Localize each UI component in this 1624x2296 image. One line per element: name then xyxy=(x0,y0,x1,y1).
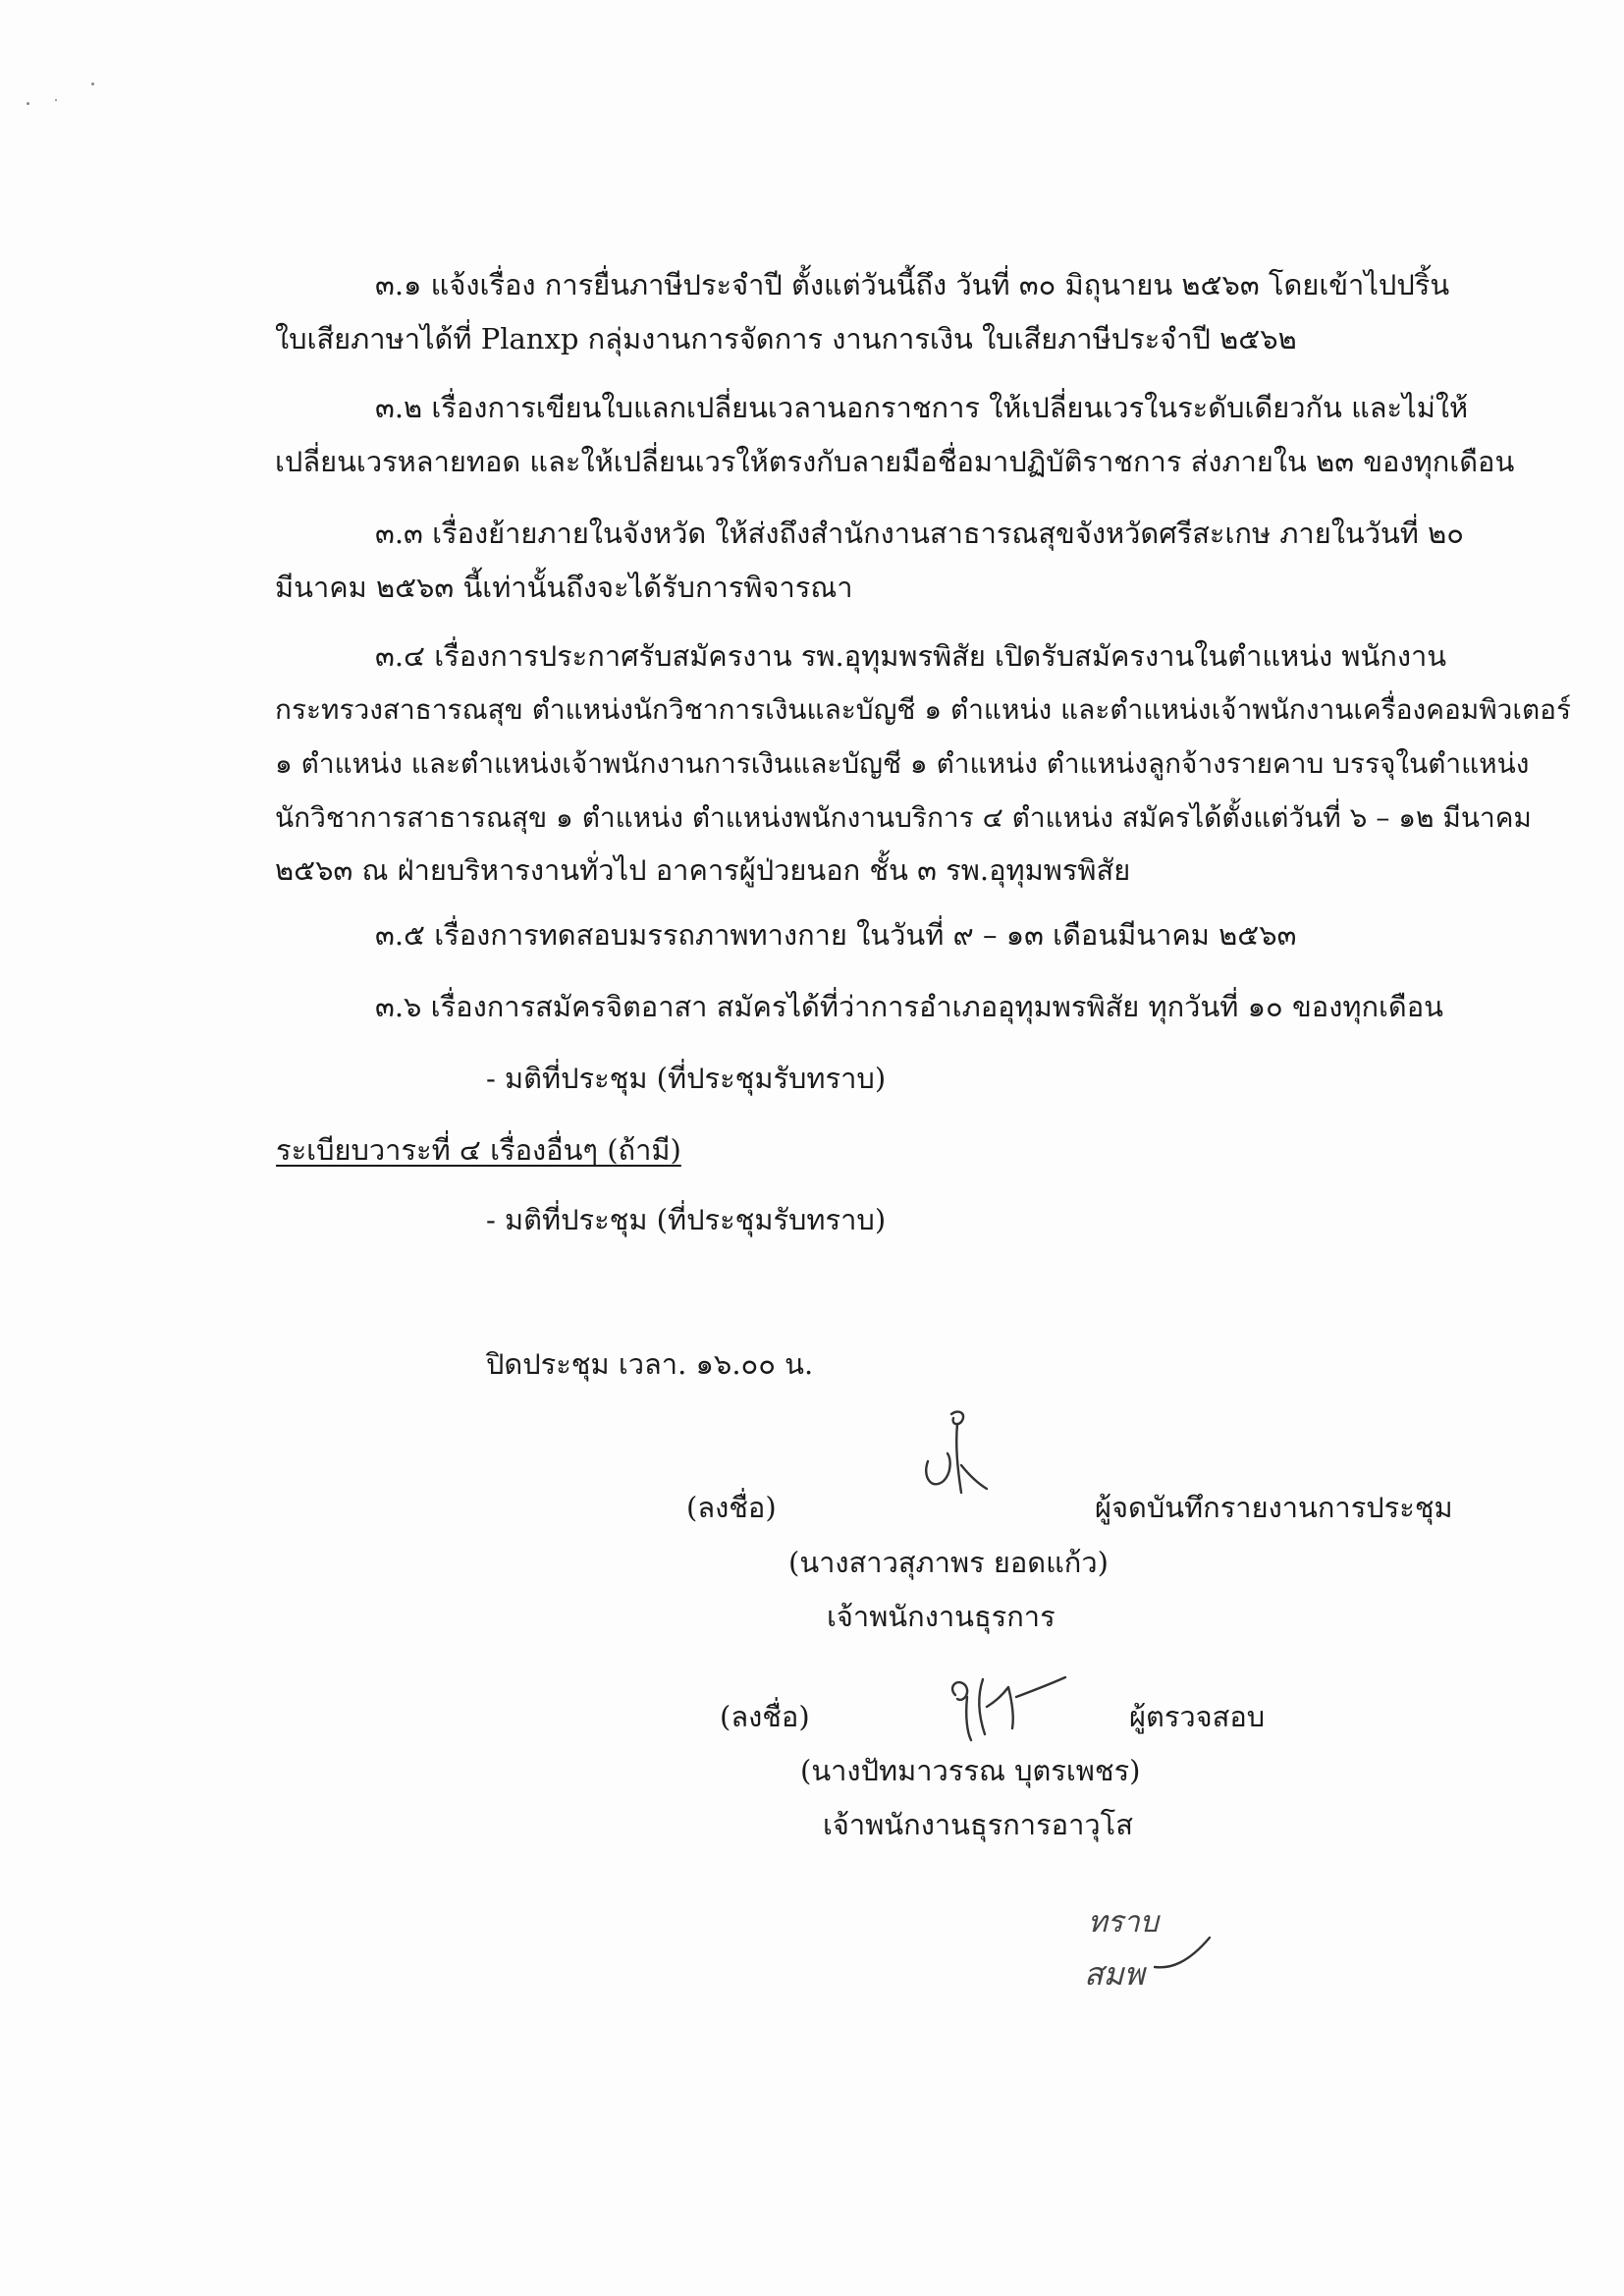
item-3-4-line-4: นักวิชาการสาธารณสุข ๑ ตำแหน่ง ตำแหน่งพนักงานบริการ ๔ ตำแหน่ง สมัครได้ตั้งแต่วันที่ ๖ – ๑๒ มีนาคม xyxy=(275,801,1532,834)
item-3-1-line-2: ใบเสียภาษาได้ที่ Planxp กลุ่มงานการจัดการ งานการเงิน ใบเสียภาษีประจำปี ๒๕๖๒ xyxy=(275,322,1297,355)
reviewer-signature xyxy=(938,1658,1075,1746)
item-3-6-line-1: ๓.๖ เรื่องการสมัครจิตอาสา สมัครได้ที่ว่าการอำเภออุทุมพรพิสัย ทุกวันที่ ๑๐ ของทุกเดือน xyxy=(375,990,1444,1023)
item-3-2-line-2: เปลี่ยนเวรหลายทอด และให้เปลี่ยนเวรให้ตรงกับลายมือชื่อมาปฏิบัติราชการ ส่งภายใน ๒๓ ของทุกเดือน xyxy=(275,445,1515,478)
item-3-4-line-3: ๑ ตำแหน่ง และตำแหน่งเจ้าพนักงานการเงินและบัญชี ๑ ตำแหน่ง ตำแหน่งลูกจ้างรายคาบ บรรจุในตำแหน่ง xyxy=(275,747,1530,780)
item-3-5-line-1: ๓.๕ เรื่องการทดสอบมรรถภาพทางกาย ในวันที่ ๙ – ๑๓ เดือนมีนาคม ๒๕๖๓ xyxy=(375,918,1297,952)
item-3-4-line-2: กระทรวงสาธารณสุข ตำแหน่งนักวิชาการเงินและบัญชี ๑ ตำแหน่ง และตำแหน่งเจ้าพนักงานเครื่องคอมพิวเตอร์ xyxy=(275,693,1572,726)
reviewer-sign-label: (ลงชื่อ) xyxy=(720,1700,810,1733)
agenda4-resolution: - มติที่ประชุม (ที่ประชุมรับทราบ) xyxy=(486,1203,887,1236)
item-3-2-line-1: ๓.๒ เรื่องการเขียนใบแลกเปลี่ยนเวลานอกราชการ ให้เปลี่ยนเวรในระดับเดียวกัน และไม่ให้ xyxy=(375,391,1469,424)
closing-time: ปิดประชุม เวลา. ๑๖.๐๐ น. xyxy=(486,1347,814,1381)
scan-speck xyxy=(91,82,94,85)
scan-speck xyxy=(27,102,29,105)
item-3-4-line-5: ๒๕๖๓ ณ ฝ่ายบริหารงานทั่วไป อาคารผู้ป่วยนอก ชั้น ๓ รพ.อุทุมพรพิสัย xyxy=(275,853,1131,887)
item-3-4-line-1: ๓.๔ เรื่องการประกาศรับสมัครงาน รพ.อุทุมพรพิสัย เปิดรับสมัครงานในตำแหน่ง พนักงาน xyxy=(375,639,1447,673)
recorder-sign-label: (ลงชื่อ) xyxy=(686,1491,777,1524)
agenda4-heading: ระเบียบวาระที่ ๔ เรื่องอื่นๆ (ถ้ามี) xyxy=(276,1133,681,1167)
scan-speck xyxy=(55,99,57,101)
handwritten-note-flourish xyxy=(1149,1930,1218,1979)
recorder-signature xyxy=(908,1406,997,1514)
recorder-position: เจ้าพนักงานธุรการ xyxy=(827,1600,1056,1633)
handwritten-note-line-1: ทราบ xyxy=(1088,1905,1159,1940)
section3-resolution: - มติที่ประชุม (ที่ประชุมรับทราบ) xyxy=(486,1062,887,1095)
recorder-name: (นางสาวสุภาพร ยอดแก้ว) xyxy=(788,1546,1109,1579)
reviewer-name: (นางปัทมาวรรณ บุตรเพชร) xyxy=(800,1754,1141,1787)
item-3-3-line-2: มีนาคม ๒๕๖๓ นี้เท่านั้นถึงจะได้รับการพิจารณา xyxy=(275,571,853,604)
recorder-role: ผู้จดบันทึกรายงานการประชุม xyxy=(1095,1491,1453,1524)
reviewer-position: เจ้าพนักงานธุรการอาวุโส xyxy=(823,1808,1133,1841)
handwritten-note-line-2: สมพ xyxy=(1084,1955,1145,1993)
reviewer-role: ผู้ตรวจสอบ xyxy=(1129,1700,1266,1733)
item-3-3-line-1: ๓.๓ เรื่องย้ายภายในจังหวัด ให้ส่งถึงสำนักงานสาธารณสุขจังหวัดศรีสะเกษ ภายในวันที่ ๒๐ xyxy=(375,517,1464,550)
item-3-1-line-1: ๓.๑ แจ้งเรื่อง การยื่นภาษีประจำปี ตั้งแต่วันนี้ถึง วันที่ ๓๐ มิถุนายน ๒๕๖๓ โดยเข้าไปปริ้น xyxy=(375,268,1450,301)
